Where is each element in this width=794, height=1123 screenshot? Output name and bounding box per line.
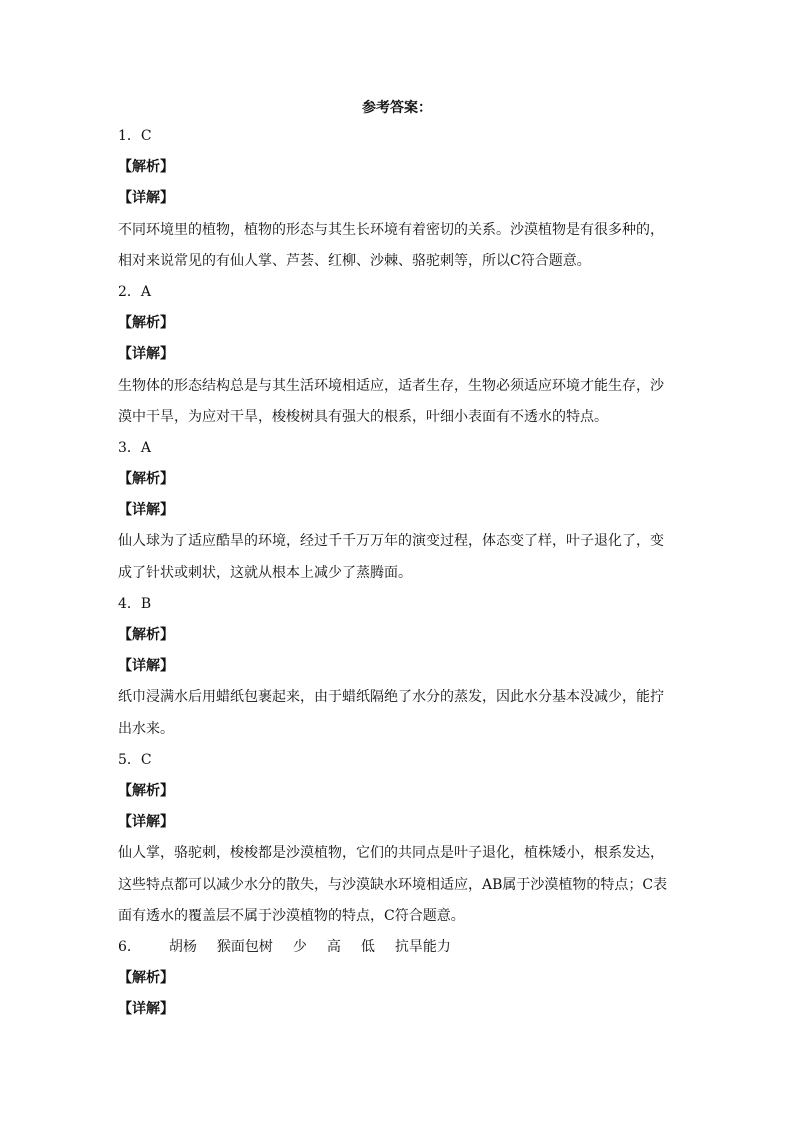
- answer-2-text-line: 漠中干旱，为应对干旱，梭梭树具有强大的根系，叶细小表面有不透水的特点。: [118, 408, 608, 425]
- answer-3-text-line: 仙人球为了适应酷旱的环境，经过千千万万年的演变过程，体态变了样，叶子退化了，变: [118, 533, 664, 550]
- answer-3-number: 3．A: [118, 439, 152, 456]
- answer-1-text-line: 相对来说常见的有仙人掌、芦荟、红柳、沙棘、骆驼刺等，所以C符合题意。: [118, 252, 591, 269]
- answer-6-blanks-row: [118, 932, 678, 963]
- answer-2-detail-label: 【详解】: [118, 346, 174, 363]
- answer-2-text-line: 生物体的形态结构总是与其生活环境相适应，适者生存，生物必须适应环境才能生存，沙: [118, 377, 664, 394]
- answer-1-detail-label: 【详解】: [118, 190, 174, 207]
- answer-3-detail-label: 【详解】: [118, 502, 174, 519]
- answer-6-detail-label: 【详解】: [118, 1001, 174, 1018]
- answer-5-text-line: 仙人掌，骆驼刺，梭梭都是沙漠植物，它们的共同点是叶子退化，植株矮小，根系发达，: [118, 845, 664, 862]
- answer-5-text-line: 这些特点都可以减少水分的散失，与沙漠缺水环境相适应，AB属于沙漠植物的特点；C表: [118, 876, 668, 893]
- answer-4-text-line: 纸巾浸满水后用蜡纸包裹起来，由于蜡纸隔绝了水分的蒸发，因此水分基本没减少，能拧: [118, 689, 664, 706]
- answer-6-blank: 少: [292, 938, 307, 955]
- answer-5-analysis-label: 【解析】: [118, 782, 174, 799]
- answer-6-blank: 猴面包树: [216, 938, 273, 955]
- answer-4-analysis-label: 【解析】: [118, 627, 174, 643]
- answer-6-blank: 抗旱能力: [394, 938, 451, 955]
- answer-2-analysis-label: 【解析】: [118, 315, 174, 332]
- answer-1-number: 1．C: [118, 128, 152, 144]
- answer-6-blank: 低: [360, 938, 375, 955]
- answer-4-detail-label: 【详解】: [118, 658, 174, 675]
- answer-1-text-line: 不同环境里的植物，植物的形态与其生长环境有着密切的关系。沙漠植物是有很多种的，: [118, 221, 664, 238]
- answer-6-analysis-label: 【解析】: [118, 970, 174, 987]
- answer-6-blank: 胡杨: [168, 938, 197, 955]
- answer-2-number: 2．A: [118, 283, 152, 300]
- answer-3-analysis-label: 【解析】: [118, 471, 174, 488]
- answer-6-number: 6．: [118, 938, 141, 955]
- answer-4-text-line: 出水来。: [118, 720, 174, 737]
- answer-5-detail-label: 【详解】: [118, 814, 174, 831]
- answer-5-number: 5．C: [118, 751, 152, 768]
- answer-3-text-line: 成了针状或刺状，这就从根本上减少了蒸腾面。: [118, 564, 412, 581]
- answer-6-blank: 高: [326, 938, 341, 955]
- answer-5-text-line: 面有透水的覆盖层不属于沙漠植物的特点，C符合题意。: [118, 907, 465, 924]
- page-title: 参考答案：: [362, 100, 432, 116]
- answer-4-number: 4．B: [118, 595, 152, 612]
- answer-1-analysis-label: 【解析】: [118, 159, 174, 176]
- answer-list: [118, 121, 678, 1025]
